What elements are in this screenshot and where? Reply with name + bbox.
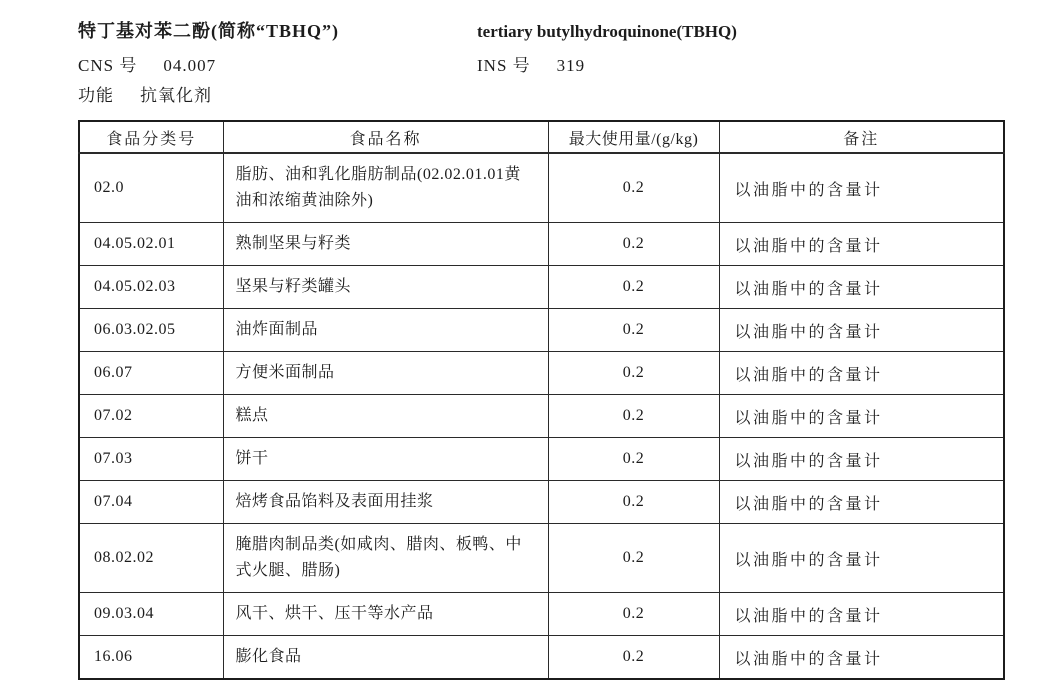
- food-name-cell: 方便米面制品: [223, 352, 548, 395]
- max-usage-cell: 0.2: [548, 266, 719, 309]
- food-name-cell: 坚果与籽类罐头: [223, 266, 548, 309]
- header-remarks: 备注: [719, 121, 1004, 153]
- food-name-cell: 熟制坚果与籽类: [223, 223, 548, 266]
- table-row: [79, 352, 1004, 395]
- food-name-cell: 风干、烘干、压干等水产品: [223, 593, 548, 636]
- cns-value: 04.007: [163, 56, 217, 75]
- food-category-code-cell: 04.05.02.01: [79, 223, 223, 266]
- table-row: [79, 153, 1004, 223]
- header-food-name: 食品名称: [223, 121, 548, 153]
- additive-title-english: tertiary butylhydroquinone(TBHQ): [477, 22, 737, 41]
- max-usage-cell: 0.2: [548, 352, 719, 395]
- additive-title-chinese: 特丁基对苯二酚(简称“TBHQ”): [78, 21, 340, 41]
- max-usage-cell: 0.2: [548, 395, 719, 438]
- table-row: [79, 481, 1004, 524]
- function-info: [78, 83, 477, 109]
- cns-number: [78, 53, 477, 79]
- remark-cell: 以油脂中的含量计: [719, 438, 1004, 481]
- table-row: [79, 636, 1004, 680]
- usage-table-wrapper: [78, 120, 1003, 680]
- header-max-usage: 最大使用量/(g/kg): [548, 121, 719, 153]
- max-usage-cell: 0.2: [548, 636, 719, 680]
- max-usage-cell: 0.2: [548, 593, 719, 636]
- remark-cell: 以油脂中的含量计: [719, 309, 1004, 352]
- food-category-code-cell: 06.07: [79, 352, 223, 395]
- ins-label: INS 号: [477, 56, 531, 75]
- function-label: 功能: [78, 86, 114, 105]
- document-header: [78, 18, 1003, 109]
- max-usage-cell: 0.2: [548, 481, 719, 524]
- ins-value: 319: [556, 56, 586, 75]
- max-usage-cell: 0.2: [548, 223, 719, 266]
- table-row: [79, 593, 1004, 636]
- food-category-code-cell: 02.0: [79, 153, 223, 223]
- remark-cell: 以油脂中的含量计: [719, 153, 1004, 223]
- food-name-cell: 糕点: [223, 395, 548, 438]
- remark-cell: 以油脂中的含量计: [719, 636, 1004, 680]
- food-category-code-cell: 09.03.04: [79, 593, 223, 636]
- table-row: [79, 223, 1004, 266]
- food-category-code-cell: 07.04: [79, 481, 223, 524]
- max-usage-cell: 0.2: [548, 438, 719, 481]
- food-table-body: [79, 153, 1004, 679]
- max-usage-cell: 0.2: [548, 309, 719, 352]
- ins-number: [477, 53, 1003, 79]
- food-category-code-cell: 16.06: [79, 636, 223, 680]
- food-name-cell: 脂肪、油和乳化脂肪制品(02.02.01.01黄油和浓缩黄油除外): [223, 153, 548, 223]
- max-usage-cell: 0.2: [548, 153, 719, 223]
- table-row: [79, 438, 1004, 481]
- table-header-row: [79, 121, 1004, 153]
- title-line: [78, 18, 1003, 45]
- food-category-code-cell: 08.02.02: [79, 524, 223, 593]
- max-usage-cell: 0.2: [548, 524, 719, 593]
- food-name-cell: 焙烤食品馅料及表面用挂浆: [223, 481, 548, 524]
- food-name-cell: 饼干: [223, 438, 548, 481]
- remark-cell: 以油脂中的含量计: [719, 395, 1004, 438]
- remark-cell: 以油脂中的含量计: [719, 352, 1004, 395]
- header-food-category-code: 食品分类号: [79, 121, 223, 153]
- food-category-code-cell: 04.05.02.03: [79, 266, 223, 309]
- table-header: [79, 121, 1004, 153]
- food-category-code-cell: 07.03: [79, 438, 223, 481]
- remark-cell: 以油脂中的含量计: [719, 223, 1004, 266]
- remark-cell: 以油脂中的含量计: [719, 524, 1004, 593]
- remark-cell: 以油脂中的含量计: [719, 481, 1004, 524]
- codes-line: [78, 53, 1003, 79]
- food-additive-usage-table: [78, 120, 1005, 680]
- food-name-cell: 油炸面制品: [223, 309, 548, 352]
- food-name-cell: 膨化食品: [223, 636, 548, 680]
- remark-cell: 以油脂中的含量计: [719, 266, 1004, 309]
- table-row: [79, 395, 1004, 438]
- function-value: 抗氧化剂: [140, 86, 212, 105]
- table-row: [79, 266, 1004, 309]
- remark-cell: 以油脂中的含量计: [719, 593, 1004, 636]
- function-line: [78, 83, 1003, 109]
- table-row: [79, 524, 1004, 593]
- cns-label: CNS 号: [78, 56, 138, 75]
- table-row: [79, 309, 1004, 352]
- food-category-code-cell: 06.03.02.05: [79, 309, 223, 352]
- food-category-code-cell: 07.02: [79, 395, 223, 438]
- food-name-cell: 腌腊肉制品类(如咸肉、腊肉、板鸭、中式火腿、腊肠): [223, 524, 548, 593]
